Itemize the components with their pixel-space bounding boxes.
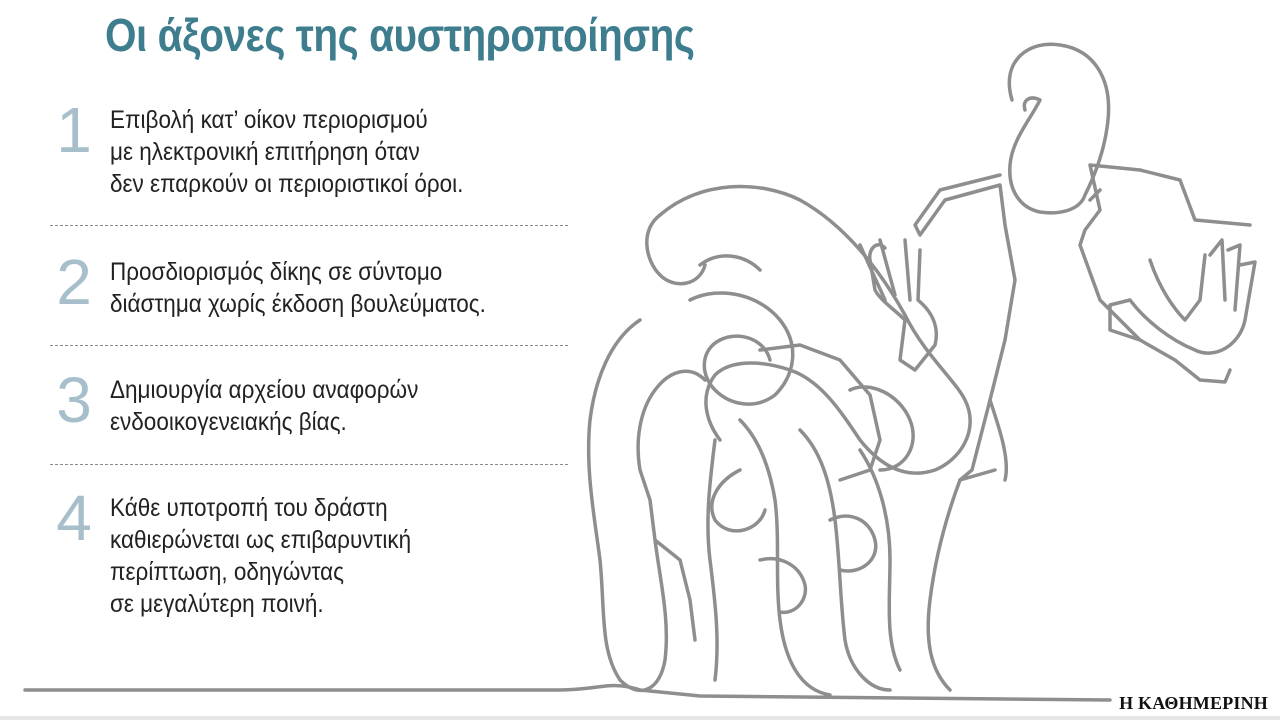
item-number: 2 <box>56 246 92 318</box>
item-number: 3 <box>56 364 92 436</box>
item-text-line: διάστημα χωρίς έκδοση βουλεύματος. <box>110 290 486 318</box>
knee-loops <box>712 470 876 612</box>
item-text-line: ενδοοικογενειακής βίας. <box>110 408 347 436</box>
crouching-figure-leg-left <box>589 320 705 690</box>
item-text-line: Προσδιορισμός δίκης σε σύντομο <box>110 258 443 286</box>
item-text-line: με ηλεκτρονική επιτήρηση όταν <box>110 138 420 166</box>
publisher-logo: Η ΚΑΘΗΜΕΡΙΝΗ <box>1119 693 1268 713</box>
item-text-line: καθιερώνεται ως επιβαρυντική <box>110 526 412 554</box>
item-text-line: σε μεγαλύτερη ποινή. <box>110 590 324 618</box>
page-title: Οι άξονες της αυστηροποίησης <box>105 9 695 61</box>
item-text-line: Επιβολή κατ’ οίκον περιορισμού <box>110 106 428 134</box>
item-text-line: Κάθε υποτροπή του δράστη <box>110 494 388 522</box>
item-number: 1 <box>56 94 92 166</box>
standing-figure-body <box>915 165 1250 480</box>
connecting-line <box>928 400 1006 690</box>
right-hand <box>1110 240 1255 353</box>
item-text-line: περίπτωση, οδηγώντας <box>110 558 344 586</box>
crouching-figure-arm <box>760 345 913 480</box>
item-number: 4 <box>56 482 92 554</box>
item-text-line: δεν επαρκούν οι περιοριστικοί όροι. <box>110 170 464 198</box>
hair-loops <box>647 215 760 284</box>
footer-band <box>0 716 1280 720</box>
item-text-line: Δημιουργία αρχείου αναφορών <box>110 376 419 404</box>
